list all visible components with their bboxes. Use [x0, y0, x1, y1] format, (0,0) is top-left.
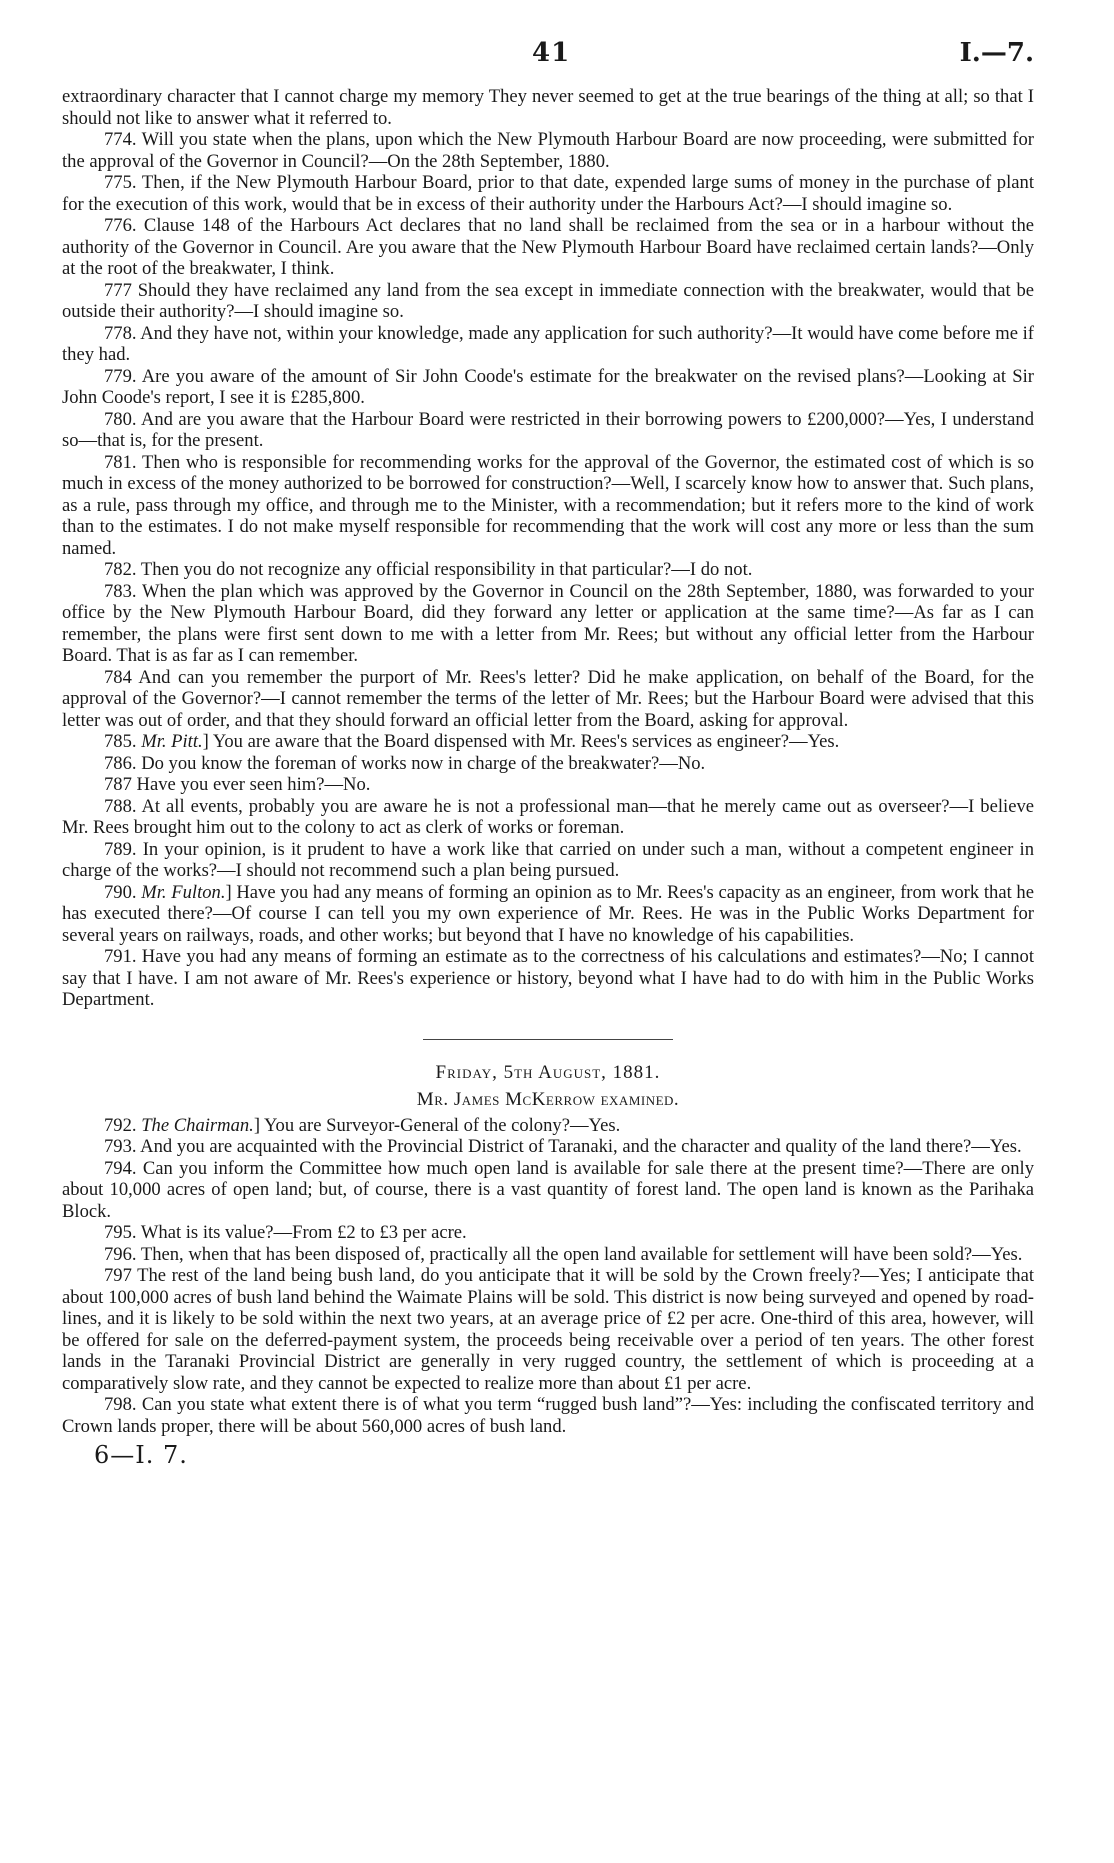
testimony-paragraph: 784 And can you remember the purport of Mr. Rees's letter? Did he make application, on behalf of the Board, for the approval of the Governor?—I cannot remember the terms of the letter of Mr. Rees; but the Harbour Board were advised that this letter was out of order, and that they should forward an official letter from the Board, asking for approval.	[62, 666, 1034, 731]
testimony-paragraph	[62, 882, 1034, 947]
testimony-paragraph	[62, 1115, 1034, 1137]
document-reference: I.—7.	[959, 38, 1034, 68]
testimony-paragraph: 789. In your opinion, is it prudent to have a work like that carried on under such a man, without a competent engineer in charge of the works?—I should not recommend such a plan being pursued.	[62, 838, 1034, 881]
testimony-part-1	[62, 129, 1034, 1011]
testimony-text: ] You are aware that the Board dispensed with Mr. Rees's services as engineer?—Yes.	[202, 731, 840, 752]
testimony-paragraph: 776. Clause 148 of the Harbours Act declares that no land shall be reclaimed from the sea or in a harbour without the authority of the Governor in Council. Are you aware that the New Plymouth Harbour Board have reclaimed certain lands?—Only at the root of the breakwater, I think.	[62, 215, 1034, 279]
testimony-paragraph: 781. Then who is responsible for recommending works for the approval of the Governor, the estimated cost of which is so much in excess of the money authorized to be borrowed for construction?—Well, I scarcely know how to answer that. Such plans, as a rule, pass through my office, and through me to the Minister, with a recommendation; but it refers more to the kind of work than to the estimates. I do not make myself responsible for recommending that the work will cost any more or less than the sum named.	[62, 451, 1034, 559]
testimony-paragraph: 797 The rest of the land being bush land, do you anticipate that it will be sold by the Crown freely?—Yes; I anticipate that about 100,000 acres of bush land behind the Waimate Plains will be sold. This district is now being surveyed and opened by road-lines, and it is likely to be sold within the next two years, at an average price of £2 per acre. One-third of this area, however, will be offered for sale on the deferred-payment system, the proceeds being receivable over a period of ten years. The other forest lands in the Taranaki Provincial District are generally in very rugged country, the settlement of which is proceeding at a comparatively slow rate, and they cannot be expected to realize more than about £1 per acre.	[62, 1265, 1034, 1394]
question-number: 792.	[104, 1114, 137, 1136]
testimony-paragraph: 786. Do you know the foreman of works now in charge of the breakwater?—No.	[104, 752, 706, 774]
document-page	[62, 38, 1034, 1469]
testimony-paragraph: 787 Have you ever seen him?—No.	[104, 774, 371, 795]
printer-signature: 6—I. 7.	[94, 1441, 188, 1469]
speaker-name: Mr. Fulton.	[141, 881, 226, 903]
page-number: 41	[532, 38, 571, 68]
testimony-paragraph	[62, 731, 1034, 753]
speaker-name: Mr. Pitt.	[141, 731, 203, 752]
testimony-part-2	[62, 1115, 1034, 1438]
testimony-paragraph: 780. And are you aware that the Harbour Board were restricted in their borrowing powers to £200,000?—Yes, I understand so—that is, for the present.	[62, 408, 1034, 451]
testimony-paragraph: 779. Are you aware of the amount of Sir John Coode's estimate for the breakwater on the revised plans?—Looking at Sir John Coode's report, I see it is £285,800.	[62, 365, 1034, 408]
testimony-text: ] You are Surveyor-General of the colony?—Yes.	[253, 1114, 621, 1136]
section-divider	[423, 1039, 673, 1040]
testimony-paragraph: 777 Should they have reclaimed any land from the sea except in immediate connection with the breakwater, would that be outside their authority?—I should imagine so.	[62, 279, 1034, 322]
testimony-paragraph: 775. Then, if the New Plymouth Harbour Board, prior to that date, expended large sums of money in the purchase of plant for the execution of this work, would that be in excess of their authority under the Harbours Act?—I should imagine so.	[62, 172, 1034, 215]
session-date-heading: Friday, 5th August, 1881.	[435, 1061, 661, 1083]
speaker-name: The Chairman.	[141, 1114, 254, 1136]
testimony-paragraph: 788. At all events, probably you are aware he is not a professional man—that he merely came out as overseer?—I believe Mr. Rees brought him out to the colony to act as clerk of works or foreman.	[62, 795, 1034, 838]
testimony-paragraph: 795. What is its value?—From £2 to £3 per acre.	[104, 1222, 467, 1243]
testimony-paragraph: 794. Can you inform the Committee how much open land is available for sale there at the present time?—There are only about 10,000 acres of open land; but, of course, there is a vast quantity of forest land. The open land is known as the Parihaka Block.	[62, 1157, 1034, 1222]
testimony-paragraph: 796. Then, when that has been disposed of, practically all the open land available for settlement will have been sold?—Yes.	[104, 1243, 1023, 1265]
testimony-text: ] Have you had any means of forming an opinion as to Mr. Rees's capacity as an engineer, from work that he has executed there?—Of course I can tell you my own experience of Mr. Rees. He was in the Public Works Department for several years on railways, roads, and other works; but beyond that I have no knowledge of his capabilities.	[62, 881, 1034, 946]
testimony-paragraph: 774. Will you state when the plans, upon which the New Plymouth Harbour Board are now proceeding, were submitted for the approval of the Governor in Council?—On the 28th September, 1880.	[62, 129, 1034, 172]
continuation-paragraph: extraordinary character that I cannot charge my memory They never seemed to get at the true bearings of the thing at all; so that I should not like to answer what it referred to.	[62, 86, 1034, 129]
question-number: 790.	[104, 881, 137, 903]
testimony-paragraph: 791. Have you had any means of forming an estimate as to the correctness of his calculations and estimates?—No; I cannot say that I have. I am not aware of Mr. Rees's experience or history, beyond what I have had to do with him in the Public Works Department.	[62, 946, 1034, 1010]
page-header	[62, 38, 1034, 86]
document-body	[62, 86, 1034, 1437]
question-number: 785.	[104, 731, 137, 752]
witness-heading: Mr. James McKerrow examined.	[416, 1089, 680, 1110]
testimony-paragraph: 798. Can you state what extent there is of what you term “rugged bush land”?—Yes: including the confiscated territory and Crown lands proper, there will be about 560,000 acres of bush land.	[62, 1394, 1034, 1437]
testimony-paragraph: 783. When the plan which was approved by the Governor in Council on the 28th September, 1880, was forwarded to your office by the New Plymouth Harbour Board, did they forward any letter or application at the same time?—As far as I can remember, the plans were first sent down to me with a letter from Mr. Rees; but without any official letter from the Harbour Board. That is as far as I can remember.	[62, 580, 1034, 666]
testimony-paragraph: 778. And they have not, within your knowledge, made any application for such authority?—It would have come before me if they had.	[62, 322, 1034, 365]
testimony-paragraph: 793. And you are acquainted with the Provincial District of Taranaki, and the character and quality of the land there?—Yes.	[104, 1136, 1022, 1157]
testimony-paragraph: 782. Then you do not recognize any official responsibility in that particular?—I do not.	[104, 559, 753, 580]
